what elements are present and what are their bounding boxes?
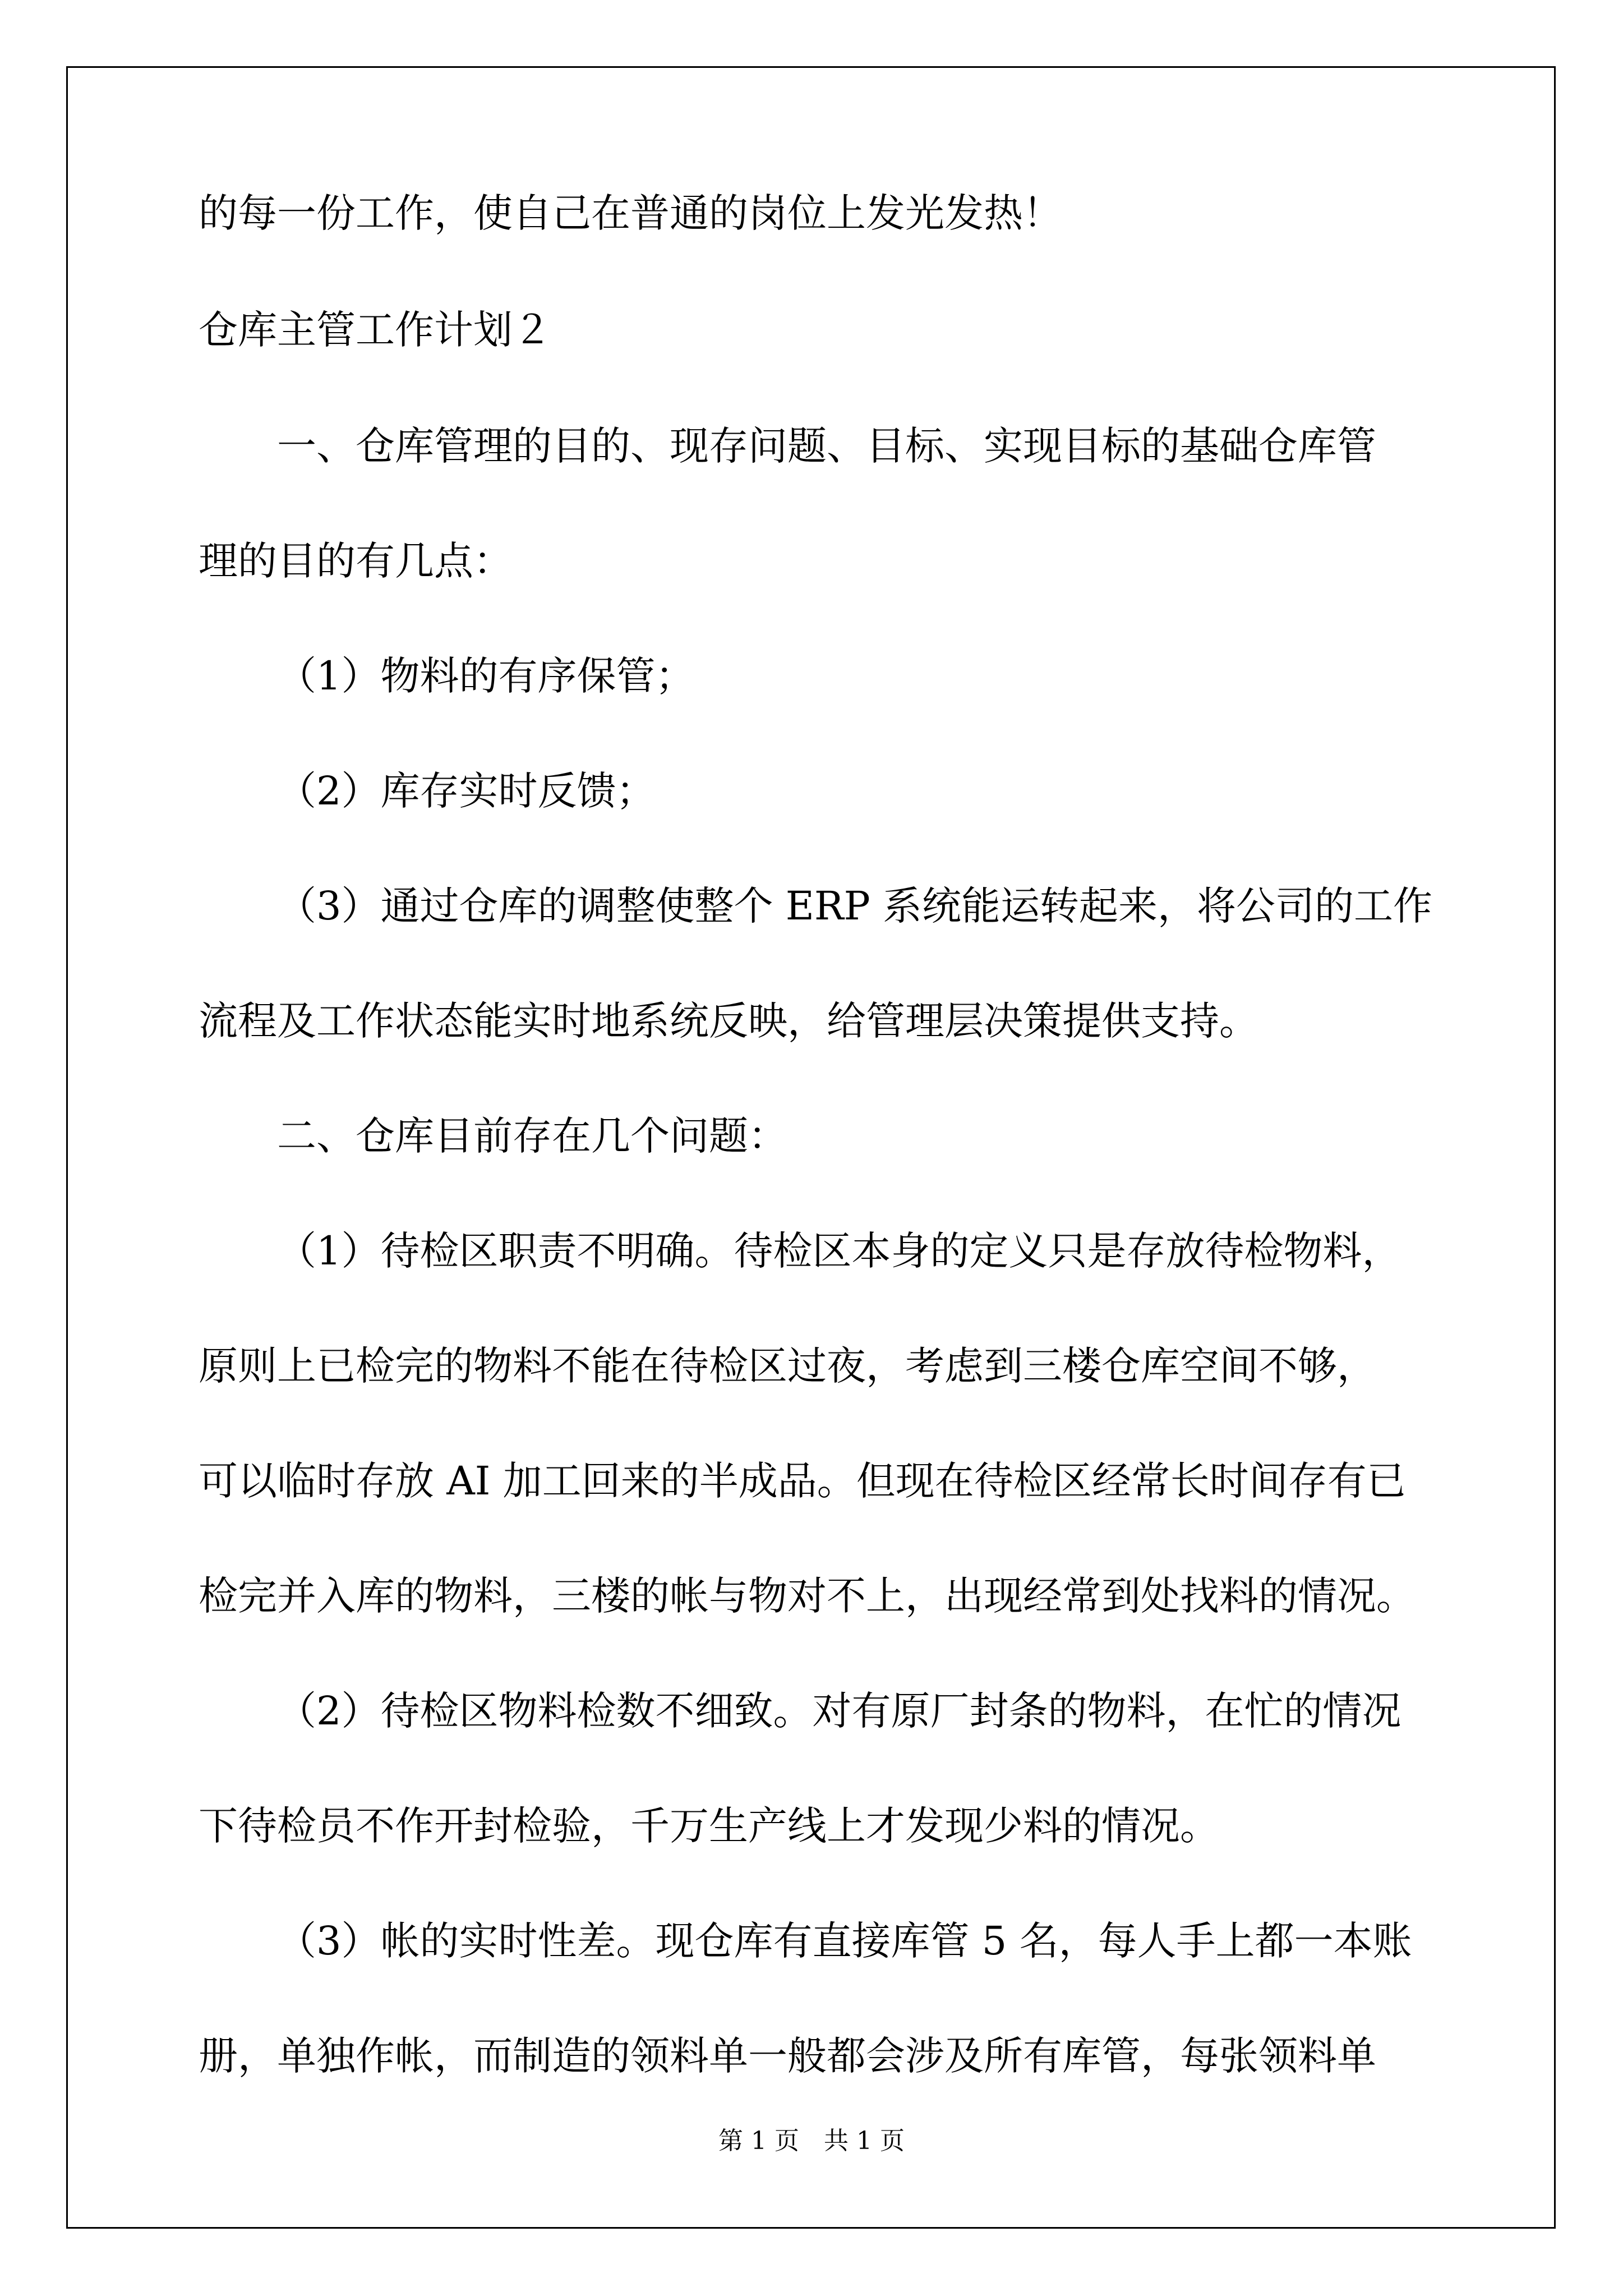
text-line-7: （3）通过仓库的调整使整个 ERP 系统能运转起来，将公司的工作 bbox=[277, 883, 1432, 929]
text-line-3: 一、仓库管理的目的、现存问题、目标、实现目标的基础仓库管 bbox=[277, 423, 1376, 469]
section-title: 仓库主管工作计划２ bbox=[199, 307, 552, 353]
text-line-4: 理的目的有几点： bbox=[199, 538, 513, 584]
text-line-13: 检完并入库的物料，三楼的帐与物对不上，出现经常到处找料的情况。 bbox=[199, 1573, 1415, 1619]
page-number-footer: 第 1 页 共 1 页 bbox=[718, 2127, 905, 2155]
text-line-6: （2）库存实时反馈； bbox=[277, 768, 656, 814]
text-line-14: （2）待检区物料检数不细致。对有原厂封条的物料，在忙的情况 bbox=[277, 1688, 1401, 1734]
text-line-11: 原则上已检完的物料不能在待检区过夜，考虑到三楼仓库空间不够， bbox=[199, 1343, 1376, 1389]
text-line-5: （1）物料的有序保管； bbox=[277, 653, 695, 699]
text-line-10: （1）待检区职责不明确。待检区本身的定义只是存放待检物料， bbox=[277, 1228, 1401, 1274]
text-line-17: 册，单独作帐，而制造的领料单一般都会涉及所有库管，每张领料单 bbox=[199, 2033, 1376, 2079]
text-line-15: 下待检员不作开封检验，千万生产线上才发现少料的情况。 bbox=[199, 1803, 1219, 1849]
text-line-9: 二、仓库目前存在几个问题： bbox=[277, 1113, 787, 1159]
text-line-12: 可以临时存放 AI 加工回来的半成品。但现在待检区经常长时间存有已 bbox=[199, 1458, 1406, 1504]
text-line-1: 的每一份工作，使自己在普通的岗位上发光发热！ bbox=[199, 190, 1062, 236]
text-line-16: （3）帐的实时性差。现仓库有直接库管 5 名，每人手上都一本账 bbox=[277, 1918, 1412, 1964]
text-line-8: 流程及工作状态能实时地系统反映，给管理层决策提供支持。 bbox=[199, 998, 1258, 1044]
